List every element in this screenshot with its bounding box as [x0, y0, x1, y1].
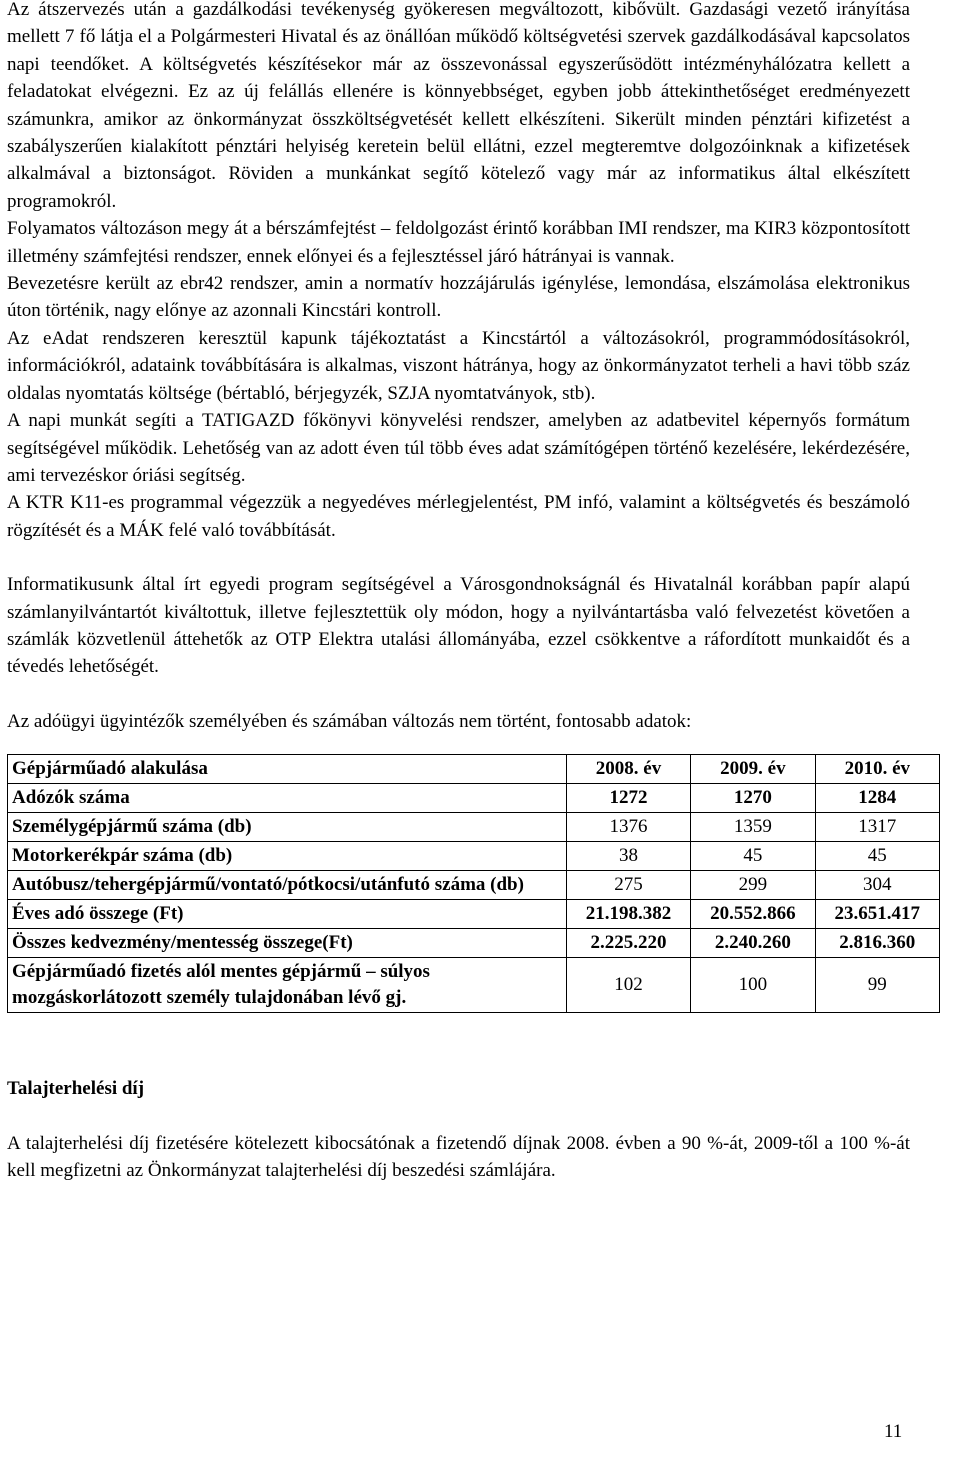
row-label: Gépjárműadó fizetés alól mentes gépjármű – súlyos mozgáskorlátozott személy tulajdonában lévő gj.: [8, 958, 567, 1013]
section-heading: Talajterhelési díj: [7, 1078, 145, 1100]
paragraph-ebr42: Bevezetésre került az ebr42 rendszer, amin a normatív hozzájárulás igénylése, lemondása, elszámolása elektronikus úton történik, nagy előnye az azonnali Kincstári kontroll.: [7, 273, 910, 322]
cell-value: 100: [691, 958, 815, 1013]
paragraph-gap: [7, 1103, 910, 1130]
table-header-2009: 2009. év: [691, 755, 815, 784]
cell-value: 20.552.866: [691, 900, 815, 929]
paragraph-eadat: Az eAdat rendszeren keresztül kapunk tájékoztatást a Kincstártól a változásokról, programmódosításokról, információkról, adataink továbbítására is alkalmas, viszont hátránya, hogy az önkormányzatot terheli a havi több száz oldalas nyomtatás költsége (bértabló, bérjegyzék, SZJA nyomtatványok, stb).: [7, 327, 910, 404]
cell-value: 2.816.360: [815, 929, 939, 958]
cell-value: 45: [815, 842, 939, 871]
paragraph-gap: [7, 544, 910, 571]
cell-value: 21.198.382: [566, 900, 690, 929]
row-label: Autóbusz/tehergépjármű/vontató/pótkocsi/utánfutó száma (db): [8, 871, 567, 900]
section-gap: [7, 1013, 910, 1075]
paragraph-ktr: A KTR K11-es programmal végezzük a negyedéves mérlegjelentést, PM infó, valamint a költségvetés és beszámoló rögzítését és a MÁK felé való továbbítását.: [7, 492, 910, 541]
cell-value: 304: [815, 871, 939, 900]
row-label: Személygépjármű száma (db): [8, 813, 567, 842]
cell-value: 1272: [566, 784, 690, 813]
cell-value: 1317: [815, 813, 939, 842]
paragraph-tax-intro: Az adóügyi ügyintézők személyében és számában változás nem történt, fontosabb adatok:: [7, 710, 692, 732]
paragraph-tatigazd: A napi munkát segíti a TATIGAZD főkönyvi könyvelési rendszer, amelyben az adatbevitel képernyős formátum segítségével működik. Lehetőség van az adott éven túl több éves adat számítógépen történő kezelésére, lekérdezésére, ami tervezéskor óriási segítség.: [7, 410, 910, 486]
paragraph-gap: [7, 681, 910, 708]
cell-value: 2.240.260: [691, 929, 815, 958]
table-row: [8, 842, 940, 871]
paragraph-reorganization: Az átszervezés után a gazdálkodási tevékenység gyökeresen megváltozott, kibővült. Gazdasági vezető irányítása mellett 7 fő látja el a Polgármesteri Hivatal és az önállóan működő költségvetési szervek gazdálkodásával kapcsolatos napi teendőket. A költségvetés készítésekor már az összevonással egyszerűsödött intézményhálózatra kellett a feladatokat elvégezni. Ez az új felállás ellenére is könnyebbséget, egyben jobb áttekinthetőséget eredményezett számunkra, amikor az önkormányzat összköltségvetését kellett elkészíteni. Sikerült minden pénztári kifizetést a szabályszerűen kialakított pénztári helyiség keretein belül ellátni, ezzel megteremtve dolgozóinknak a kifizetések alkalmával a biztonságot. Röviden a munkánkat segítő kötelező vagy már az informatikus által elkészített programokról.: [7, 0, 910, 212]
row-label: Éves adó összege (Ft): [8, 900, 567, 929]
table-row: [8, 929, 940, 958]
cell-value: 102: [566, 958, 690, 1013]
cell-value: 45: [691, 842, 815, 871]
table-row: [8, 784, 940, 813]
table-header-2010: 2010. év: [815, 755, 939, 784]
page-number: 11: [884, 1421, 903, 1442]
row-label: Adózók száma: [8, 784, 567, 813]
cell-value: 1359: [691, 813, 815, 842]
paragraph-informatics: Informatikusunk által írt egyedi program segítségével a Városgondnokságnál és Hivatalnál korábban papír alapú számlanyilvántartót kiváltottuk, illetve fejlesztettük oly módon, hogy a nyilvántartásba való felvezetést követően a számlák közvetlenül áttehetők az OTP Elektra utalási állományába, ezzel csökkentve a ráfordított munkaidőt és a tévedés lehetőségét.: [7, 574, 910, 678]
document-page: [7, 0, 921, 1184]
table-row: [8, 813, 940, 842]
cell-value: 299: [691, 871, 815, 900]
table-row: [8, 871, 940, 900]
table-header-2008: 2008. év: [566, 755, 690, 784]
paragraph-payroll: Folyamatos változáson megy át a bérszámfejtést – feldolgozást érintő korábban IMI rendszer, ma KIR3 központosított illetmény számfejtési rendszer, ennek előnyei és a fejlesztéssel járó hátrányai is vannak.: [7, 218, 910, 267]
table-header-row: [8, 755, 940, 784]
table-row: [8, 900, 940, 929]
cell-value: 2.225.220: [566, 929, 690, 958]
cell-value: 38: [566, 842, 690, 871]
cell-value: 23.651.417: [815, 900, 939, 929]
table-header-label: Gépjárműadó alakulása: [8, 755, 567, 784]
vehicle-tax-table: [7, 754, 940, 1013]
table-row: [8, 958, 940, 1013]
cell-value: 99: [815, 958, 939, 1013]
row-label: Motorkerékpár száma (db): [8, 842, 567, 871]
paragraph-soil-fee: A talajterhelési díj fizetésére kötelezett kibocsátónak a fizetendő díjnak 2008. évben a 90 %-át, 2009-től a 100 %-át kell megfizetni az Önkormányzat talajterhelési díj beszedési számlájára.: [7, 1132, 910, 1181]
cell-value: 275: [566, 871, 690, 900]
cell-value: 1376: [566, 813, 690, 842]
row-label: Összes kedvezmény/mentesség összege(Ft): [8, 929, 567, 958]
cell-value: 1284: [815, 784, 939, 813]
cell-value: 1270: [691, 784, 815, 813]
